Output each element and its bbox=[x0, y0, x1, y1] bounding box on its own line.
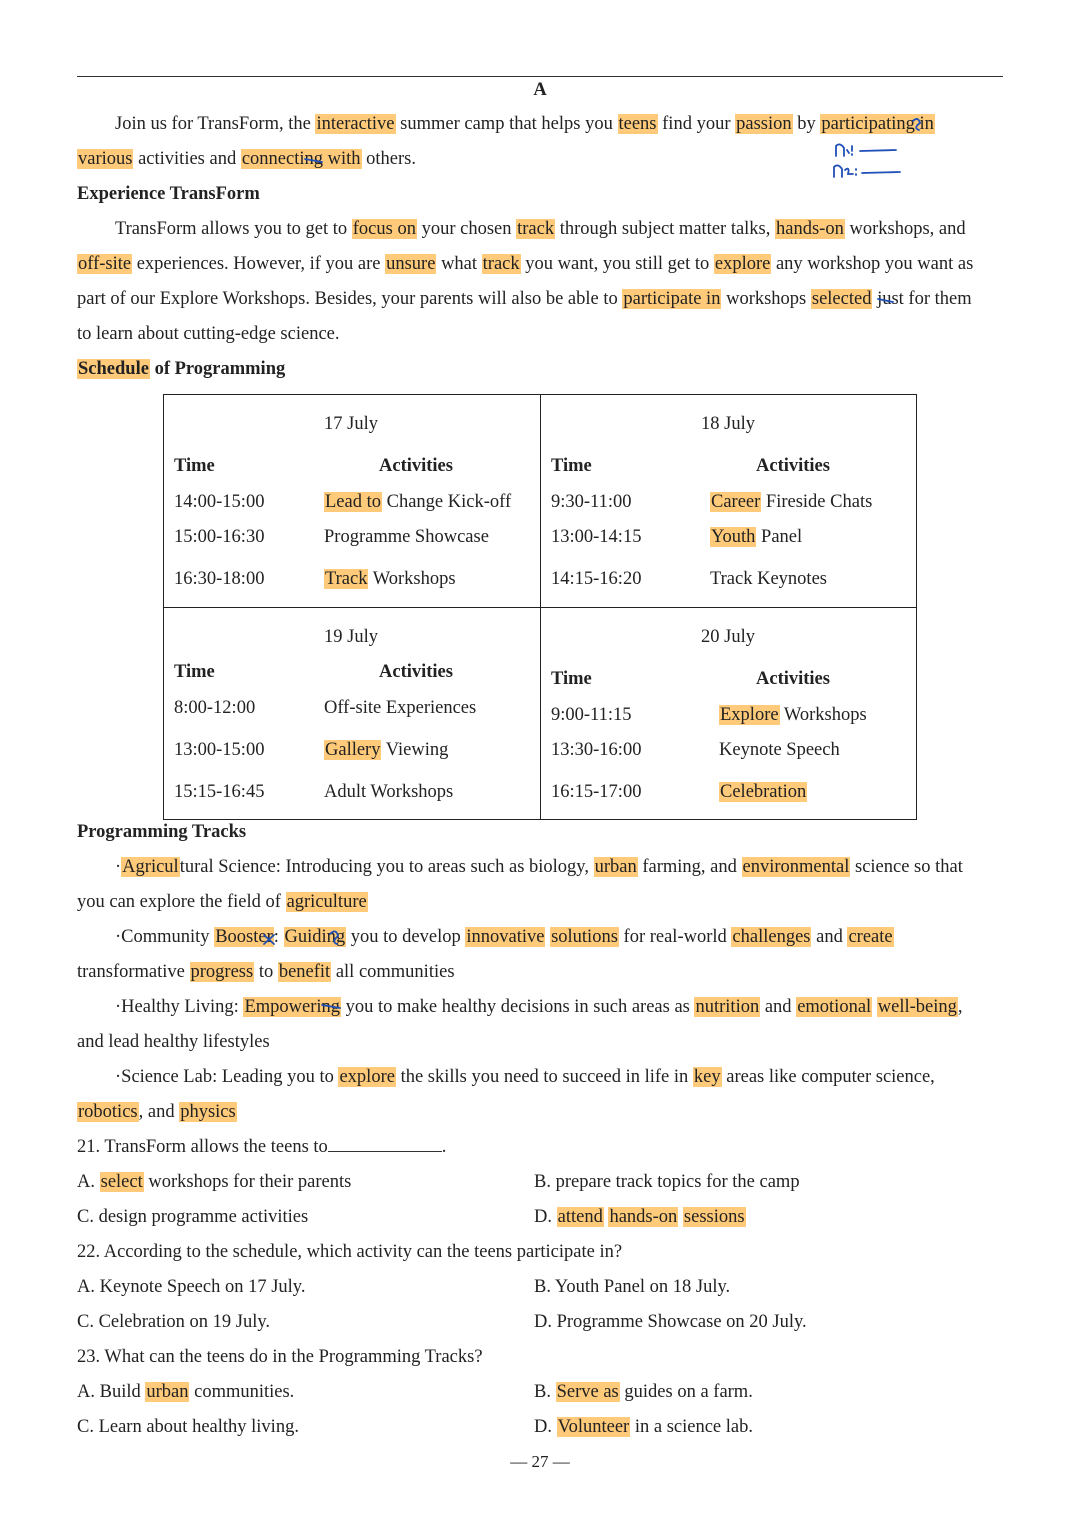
highlighted-text: Youth bbox=[711, 527, 756, 547]
schedule-time: 13:30-16:00 bbox=[551, 740, 642, 760]
schedule-time: 9:30-11:00 bbox=[551, 492, 632, 512]
text-run: activities and bbox=[133, 149, 241, 169]
schedule-time: 15:15-16:45 bbox=[174, 782, 265, 802]
text-run: C. Celebration on 19 July. bbox=[77, 1312, 271, 1332]
schedule-time: 13:00-14:15 bbox=[551, 527, 642, 547]
schedule-time: 16:30-18:00 bbox=[174, 569, 265, 589]
text-run: Keynote Speech bbox=[719, 740, 840, 760]
text-run: Adult Workshops bbox=[324, 782, 454, 802]
text-run: ·Healthy Living: bbox=[115, 997, 244, 1017]
time-header: Time bbox=[551, 669, 592, 689]
highlighted-text: urban bbox=[146, 1382, 189, 1402]
text-run: farming, and bbox=[637, 857, 742, 877]
text-run: A. bbox=[77, 1172, 100, 1192]
strike-mark bbox=[305, 159, 322, 162]
schedule-time: 9:00-11:15 bbox=[551, 705, 632, 725]
text-run: summer camp that helps you bbox=[395, 114, 618, 134]
text-run: workshops bbox=[721, 289, 811, 309]
text-run: transformative bbox=[77, 962, 190, 982]
text-run: Programme Showcase bbox=[324, 527, 489, 547]
highlighted-text: Gallery bbox=[325, 740, 381, 760]
text-run: any workshop you want as bbox=[771, 254, 974, 274]
text-run: by bbox=[792, 114, 821, 134]
text-run: Off-site Experiences bbox=[324, 698, 477, 718]
highlighted-text: Volunteer bbox=[557, 1417, 630, 1437]
question-22: 22. According to the schedule, which activity can the teens participate in? bbox=[77, 1242, 623, 1262]
text-run: B. bbox=[534, 1382, 556, 1402]
text-run: C. design programme activities bbox=[77, 1207, 309, 1227]
correction-mark bbox=[913, 119, 920, 130]
highlighted-text: select bbox=[100, 1172, 143, 1192]
highlighted-text: nutrition bbox=[695, 997, 760, 1017]
highlighted-text: well-being bbox=[877, 997, 957, 1017]
n1-annotation bbox=[836, 144, 896, 156]
highlighted-text: Empowering bbox=[244, 997, 341, 1017]
text-run: ·Community bbox=[115, 927, 215, 947]
highlighted-text: interactive bbox=[316, 114, 395, 134]
highlighted-text: innovative bbox=[466, 927, 545, 947]
highlighted-text: robotics bbox=[78, 1102, 138, 1122]
text-run: Viewing bbox=[381, 740, 449, 760]
text-run: you to develop bbox=[346, 927, 466, 947]
question-stem: 21. TransForm allows the teens to bbox=[77, 1137, 328, 1157]
cross-mark bbox=[264, 935, 274, 944]
section-letter: A bbox=[533, 80, 547, 100]
highlighted-text: sessions bbox=[683, 1207, 745, 1227]
strike-mark bbox=[878, 299, 893, 302]
text-run: of Programming bbox=[149, 359, 286, 379]
text-run: and lead healthy lifestyles bbox=[77, 1032, 270, 1052]
highlighted-text: various bbox=[78, 149, 133, 169]
correction-mark bbox=[330, 931, 338, 944]
text-run: , bbox=[957, 997, 963, 1017]
highlighted-text: track bbox=[517, 219, 555, 239]
highlighted-text: Career bbox=[711, 492, 761, 512]
highlighted-text: hands-on bbox=[776, 219, 844, 239]
highlighted-text: Celebration bbox=[720, 782, 807, 802]
text-run: for real-world bbox=[618, 927, 732, 947]
text-run: Track Keynotes bbox=[710, 569, 827, 589]
text-run: find your bbox=[657, 114, 736, 134]
highlighted-text: agriculture bbox=[286, 892, 367, 912]
highlighted-text: Booster bbox=[215, 927, 273, 947]
activities-header: Activities bbox=[379, 662, 453, 682]
text-run: just for them bbox=[872, 289, 972, 309]
text-run: to bbox=[254, 962, 278, 982]
time-header: Time bbox=[551, 456, 592, 476]
highlighted-text: urban bbox=[594, 857, 637, 877]
text-run: you to make healthy decisions in such areas as bbox=[341, 997, 695, 1017]
date-19-july: 19 July bbox=[324, 627, 378, 647]
text-run: Change Kick-off bbox=[382, 492, 512, 512]
highlighted-text: Track bbox=[325, 569, 368, 589]
highlighted-text: connecting with bbox=[241, 149, 361, 169]
date-18-july: 18 July bbox=[701, 414, 755, 434]
highlighted-text: physics bbox=[180, 1102, 236, 1122]
highlighted-text: Schedule bbox=[78, 359, 149, 379]
schedule-time: 14:00-15:00 bbox=[174, 492, 265, 512]
text-run: , and bbox=[138, 1102, 180, 1122]
date-17-july: 17 July bbox=[324, 414, 378, 434]
text-run: A. Keynote Speech on 17 July. bbox=[77, 1277, 306, 1297]
schedule-time: 16:15-17:00 bbox=[551, 782, 642, 802]
highlighted-text: track bbox=[482, 254, 520, 274]
highlighted-text: solutions bbox=[551, 927, 618, 947]
highlighted-text: participating in bbox=[821, 114, 934, 134]
text-run: D. bbox=[534, 1417, 557, 1437]
text-run: B. prepare track topics for the camp bbox=[534, 1172, 800, 1192]
experience-heading: Experience TransForm bbox=[77, 184, 260, 204]
time-header: Time bbox=[174, 456, 215, 476]
highlighted-text: Lead to bbox=[325, 492, 381, 512]
highlighted-text: explore bbox=[714, 254, 771, 274]
text-run: Fireside Chats bbox=[761, 492, 873, 512]
text-run: part of our Explore Workshops. Besides, your parents will also be able to bbox=[77, 289, 623, 309]
text-run: B. Youth Panel on 18 July. bbox=[534, 1277, 731, 1297]
text-run: C. Learn about healthy living. bbox=[77, 1417, 299, 1437]
text-run: areas like computer science, bbox=[721, 1067, 935, 1087]
time-header: Time bbox=[174, 662, 215, 682]
schedule-time: 8:00-12:00 bbox=[174, 698, 256, 718]
schedule-time: 14:15-16:20 bbox=[551, 569, 642, 589]
text-run: and bbox=[811, 927, 848, 947]
highlighted-text: selected bbox=[811, 289, 872, 309]
n2-annotation bbox=[834, 165, 900, 177]
highlighted-text: environmental bbox=[742, 857, 850, 877]
highlighted-text: key bbox=[693, 1067, 721, 1087]
activities-header: Activities bbox=[756, 456, 830, 476]
highlighted-text: emotional bbox=[797, 997, 872, 1017]
highlighted-text: Explore bbox=[720, 705, 779, 725]
text-run: : bbox=[273, 927, 284, 947]
highlighted-text: Serve as bbox=[556, 1382, 619, 1402]
highlighted-text: participate in bbox=[623, 289, 721, 309]
text-run: A. Build bbox=[77, 1382, 146, 1402]
page-number: — 27 — bbox=[510, 1452, 570, 1471]
text-run: D. bbox=[534, 1207, 557, 1227]
text-run: Workshops bbox=[368, 569, 456, 589]
strike-mark bbox=[322, 1005, 340, 1008]
schedule-time: 15:00-16:30 bbox=[174, 527, 265, 547]
text-run: workshops for their parents bbox=[143, 1172, 352, 1192]
text-run: to learn about cutting-edge science. bbox=[77, 324, 340, 344]
highlighted-text: create bbox=[848, 927, 893, 947]
text-run: experiences. However, if you are bbox=[132, 254, 386, 274]
highlighted-text: unsure bbox=[386, 254, 436, 274]
text-run: your chosen bbox=[416, 219, 517, 239]
text-run: Panel bbox=[756, 527, 803, 547]
highlighted-text: focus on bbox=[352, 219, 416, 239]
highlighted-text: benefit bbox=[278, 962, 331, 982]
text-run: all communities bbox=[331, 962, 455, 982]
question-23: 23. What can the teens do in the Programming Tracks? bbox=[77, 1347, 483, 1367]
text-run: science so that bbox=[850, 857, 963, 877]
schedule-time: 13:00-15:00 bbox=[174, 740, 265, 760]
date-20-july: 20 July bbox=[701, 627, 755, 647]
text-run: and bbox=[760, 997, 797, 1017]
text-run: tural Science: Introducing you to areas such as biology, bbox=[179, 857, 594, 877]
text-run: Join us for TransForm, the bbox=[115, 114, 316, 134]
highlighted-text: hands-on bbox=[609, 1207, 678, 1227]
text-run: you can explore the field of bbox=[77, 892, 286, 912]
highlighted-text: teens bbox=[618, 114, 657, 134]
highlighted-text: explore bbox=[339, 1067, 395, 1087]
highlighted-text: attend bbox=[557, 1207, 603, 1227]
highlighted-text: off-site bbox=[78, 254, 132, 274]
activities-header: Activities bbox=[379, 456, 453, 476]
question-21: 21. TransForm allows the teens to . bbox=[77, 1137, 447, 1157]
text-run: others. bbox=[361, 149, 416, 169]
text-run: in a science lab. bbox=[630, 1417, 753, 1437]
text-run: ·Science Lab: Leading you to bbox=[115, 1067, 339, 1087]
text-run: TransForm allows you to get to bbox=[115, 219, 352, 239]
text-run: guides on a farm. bbox=[619, 1382, 753, 1402]
text-run: Workshops bbox=[779, 705, 867, 725]
highlighted-text: challenges bbox=[732, 927, 811, 947]
text-run: the skills you need to succeed in life in bbox=[395, 1067, 693, 1087]
activities-header: Activities bbox=[756, 669, 830, 689]
text-run: what bbox=[436, 254, 482, 274]
text-run: · bbox=[115, 857, 122, 877]
highlighted-text: passion bbox=[736, 114, 792, 134]
highlighted-text: Guiding bbox=[284, 927, 346, 947]
tracks-heading: Programming Tracks bbox=[77, 822, 247, 842]
highlighted-text: Agricul bbox=[122, 857, 179, 877]
text-run: workshops, and bbox=[844, 219, 966, 239]
text-run: through subject matter talks, bbox=[555, 219, 776, 239]
highlighted-text: progress bbox=[190, 962, 254, 982]
text-run: D. Programme Showcase on 20 July. bbox=[534, 1312, 807, 1332]
text-run: you want, you still get to bbox=[520, 254, 714, 274]
text-run: communities. bbox=[189, 1382, 295, 1402]
